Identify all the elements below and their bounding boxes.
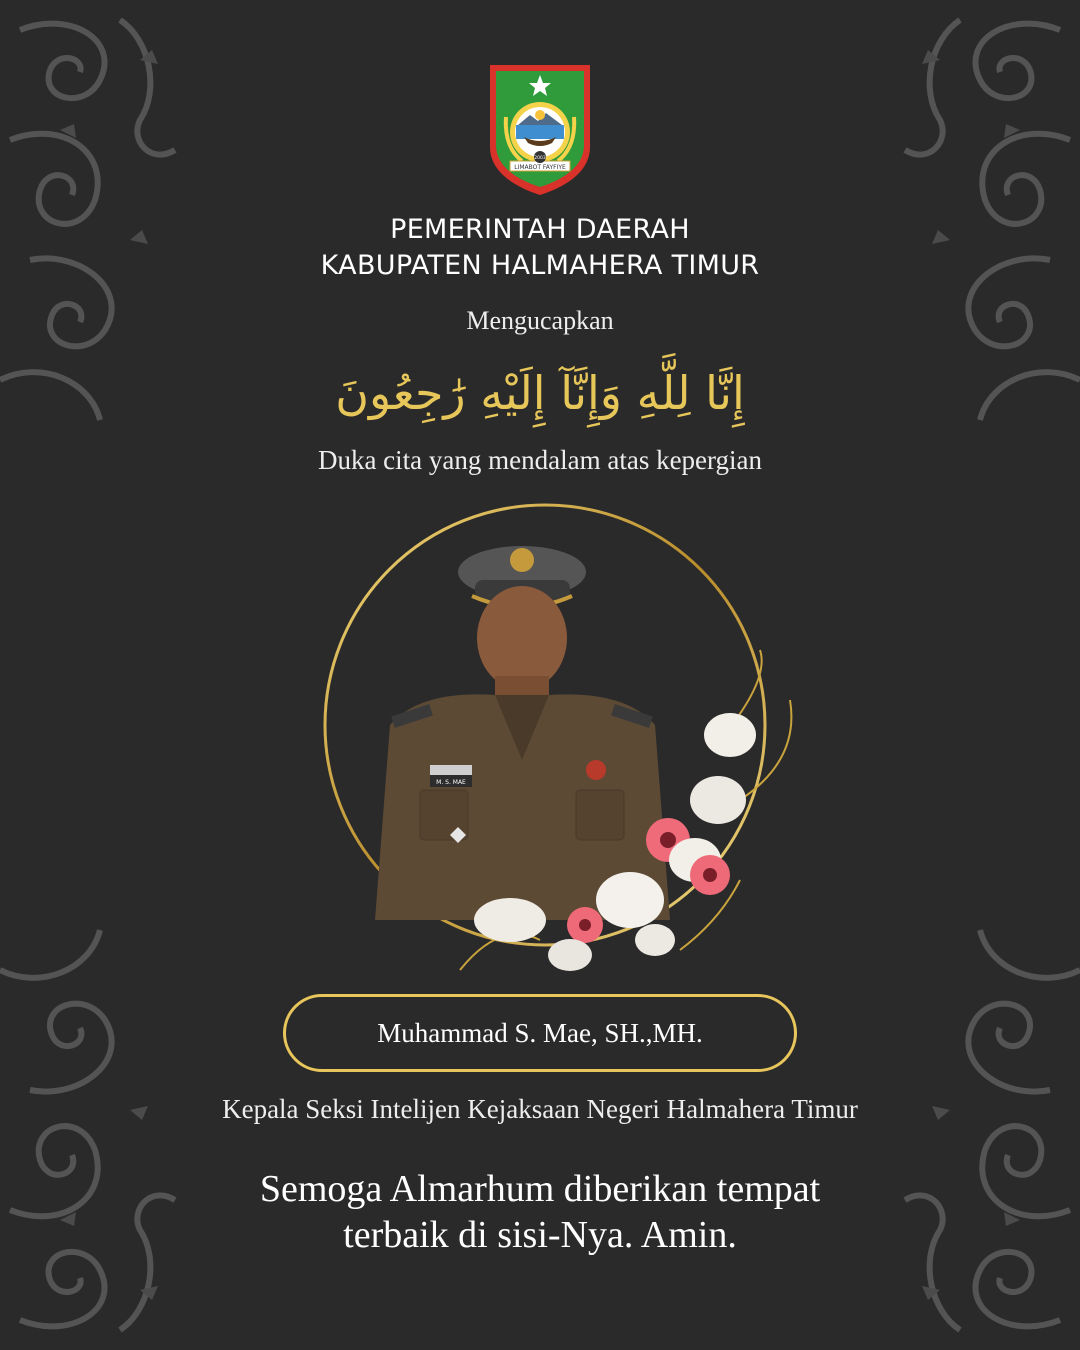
prayer-line-1: Semoga Almarhum diberikan tempat	[259, 1168, 821, 1210]
regency-emblem-logo	[480, 57, 600, 197]
ornament-bottom-right	[880, 920, 1080, 1350]
greeting-text: Mengucapkan	[466, 306, 614, 335]
government-title-line1: PEMERINTAH DAERAH	[390, 214, 690, 245]
prayer-line-2: terbaik di sisi-Nya. Amin.	[343, 1214, 737, 1256]
prayer-text	[0, 1166, 1080, 1258]
condolence-text: Duka cita yang mendalam atas kepergian	[317, 445, 763, 475]
emblem-year: 2003	[534, 156, 546, 161]
deceased-name: Muhammad S. Mae, SH.,MH.	[377, 1017, 703, 1048]
arabic-phrase: إِنَّا لِلَّهِ وَإِنَّآ إِلَيْهِ رَٰجِعُونَ	[335, 366, 745, 420]
name-tag: M. S. MAE	[436, 779, 466, 786]
portrait-frame	[300, 500, 810, 1000]
portrait-photo	[375, 546, 670, 920]
government-title-line2: KABUPATEN HALMAHERA TIMUR	[320, 250, 760, 281]
ornament-bottom-left	[0, 920, 200, 1350]
emblem-motto: LIMABOT FAYFIYE	[514, 164, 566, 171]
deceased-name-box	[283, 994, 797, 1072]
deceased-position: Kepala Seksi Intelijen Kejaksaan Negeri Halmahera Timur	[222, 1094, 858, 1124]
